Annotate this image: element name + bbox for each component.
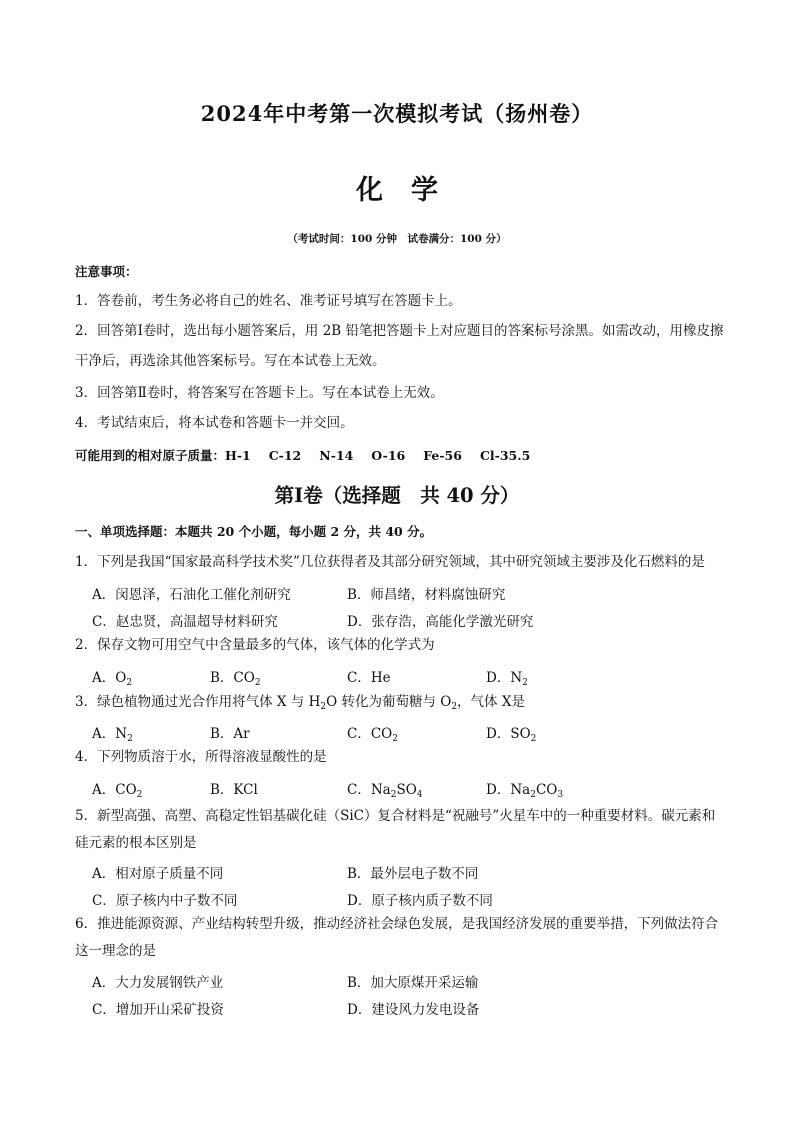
notice-item: 3．回答第Ⅱ卷时，将答案写在答题卡上。写在本试卷上无效。 [75,385,444,401]
option-a: A．大力发展钢铁产业 [92,975,224,991]
option-d: D．建设风力发电设备 [347,1002,480,1018]
notice-item: 1．答卷前，考生务必将自己的姓名、准考证号填写在答题卡上。 [75,293,462,309]
option-c: C．$Na_2SO_4$ [347,782,423,800]
question-stem: 3．绿色植物通过光合作用将气体 X 与 $H_2O$ 转化为葡萄糖与 $O_2$，气体 X是 [75,694,525,712]
exam-info: （考试时间：100 分钟 试卷满分：100 分） [287,233,507,245]
notice-heading: 注意事项： [75,264,138,279]
option-d: D．$SO_2$ [486,726,537,744]
atomic-mass: N-14 [319,448,354,463]
option-b: B．加大原煤开采运输 [347,975,479,991]
option-c: C．原子核内中子数不同 [92,893,238,909]
subject-title: 化学 [356,175,466,206]
option-b: B．Ar [210,726,250,742]
option-d: D．$Na_2CO_3$ [486,782,564,800]
atomic-mass: H-1 [225,448,251,463]
question-stem: 6．推进能源资源、产业结构转型升级，推动经济社会绿色发展，是我国经济发展的重要举措，下列做法符合这一理念的是 [75,916,719,959]
question-stem: 1．下列是我国“国家最高科学技术奖”几位获得者及其部分研究领域，其中研究领域主要涉及化石燃料的是 [75,554,705,570]
atomic-mass: Fe-56 [423,448,462,463]
option-b: B．KCl [210,782,258,798]
option-a: A．$CO_2$ [92,782,143,800]
option-a: A．$N_2$ [92,726,133,744]
option-b: B．师昌绪，材料腐蚀研究 [347,587,506,603]
option-a: A．闵恩泽，石油化工催化剂研究 [92,587,291,603]
option-c: C．赵忠贤，高温超导材料研究 [92,614,278,630]
atomic-mass: C-12 [268,448,302,463]
option-b: B．$CO_2$ [210,670,261,688]
option-d: D．原子核内质子数不同 [347,893,493,909]
question-stem: 2．保存文物可用空气中含量最多的气体，该气体的化学式为 [75,637,435,653]
atomic-mass: O-16 [371,448,406,463]
atomic-mass: Cl-35.5 [479,448,531,463]
question-stem: 4．下列物质溶于水，所得溶液显酸性的是 [75,749,327,765]
option-c: C．增加开山采矿投资 [92,1002,224,1018]
part-heading: 一、单项选择题：本题共 20 个小题，每小题 2 分，共 40 分。 [75,524,433,539]
notice-item: 2．回答第Ⅰ卷时，选出每小题答案后，用 2B 铅笔把答题卡上对应题目的答案标号涂黑。如需改动，用橡皮擦干净后，再选涂其他答案标号。写在本试卷上无效。 [75,323,724,369]
option-c: C．He [347,670,391,686]
question-stem: 5．新型高强、高塑、高稳定性铝基碳化硅（SiC）复合材料是“祝融号”火星车中的一种重要材料。碳元素和硅元素的根本区别是 [75,808,716,851]
option-c: C．$CO_2$ [347,726,398,744]
option-d: D．张存浩，高能化学激光研究 [347,614,534,630]
option-b: B．最外层电子数不同 [347,866,479,882]
option-d: D．$N_2$ [486,670,528,688]
exam-title: 2024年中考第一次模拟考试（扬州卷） [200,101,594,126]
notice-item: 4．考试结束后，将本试卷和答题卡一并交回。 [75,415,354,431]
option-a: A．相对原子质量不同 [92,866,224,882]
option-a: A．$O_2$ [92,670,133,688]
atomic-masses [75,446,548,464]
atomic-masses-label: 可能用到的相对原子质量： [75,448,226,463]
section-title: 第Ⅰ卷（选择题 共 40 分） [274,484,520,507]
